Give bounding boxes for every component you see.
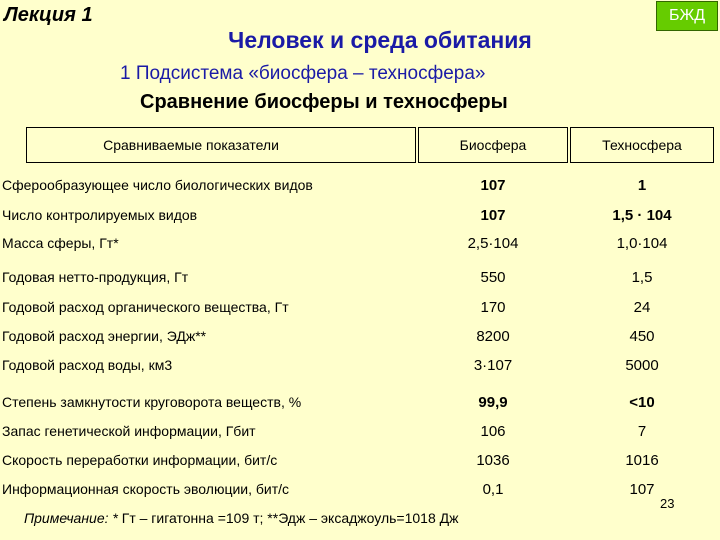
column-header-indicators: Сравниваемые показатели <box>26 127 416 163</box>
page-number: 23 <box>660 496 675 511</box>
row-label: Скорость переработки информации, бит/с <box>2 452 278 468</box>
row-label: Годовой расход воды, км3 <box>2 357 173 373</box>
biosphere-value: 3·107 <box>473 357 513 374</box>
biosphere-value: 170 <box>480 299 506 316</box>
row-label: Сферообразующее число биологических видов <box>2 177 313 193</box>
biosphere-value: 550 <box>480 269 506 286</box>
section-heading: Сравнение биосферы и техносферы <box>140 91 508 113</box>
row-label: Информационная скорость эволюции, бит/с <box>2 481 290 497</box>
lecture-label: Лекция 1 <box>4 4 93 26</box>
technosphere-value: 1 <box>637 177 647 194</box>
footnote: Примечание: * Гт – гигатонна =109 т; **Эдж – эксаджоуль=1018 Дж <box>24 510 459 526</box>
biosphere-value: 8200 <box>476 328 510 345</box>
column-header-biosphere: Биосфера <box>418 127 568 163</box>
technosphere-value: <10 <box>629 394 655 411</box>
row-label: Запас генетической информации, Гбит <box>2 423 256 439</box>
technosphere-value: 7 <box>637 423 647 440</box>
technosphere-value: 1,5 · 104 <box>612 207 672 224</box>
row-label: Годовой расход органического вещества, Гт <box>2 299 289 315</box>
biosphere-value: 1036 <box>476 452 510 469</box>
table-header <box>0 127 716 163</box>
technosphere-value: 450 <box>629 328 655 345</box>
technosphere-value: 1,5 <box>631 269 653 286</box>
biosphere-value: 106 <box>480 423 506 440</box>
course-badge: БЖД <box>656 1 718 31</box>
technosphere-value: 1,0·104 <box>616 235 668 252</box>
technosphere-value: 1016 <box>625 452 659 469</box>
biosphere-value: 107 <box>480 207 506 224</box>
row-label: Масса сферы, Гт* <box>2 235 119 251</box>
row-label: Годовой расход энергии, ЭДж** <box>2 328 207 344</box>
comparison-table <box>0 127 716 498</box>
technosphere-value: 107 <box>629 481 655 498</box>
row-label: Годовая нетто-продукция, Гт <box>2 269 189 285</box>
biosphere-value: 2,5·104 <box>467 235 519 252</box>
biosphere-value: 0,1 <box>482 481 504 498</box>
biosphere-value: 107 <box>480 177 506 194</box>
row-label: Степень замкнутости круговорота веществ, % <box>2 394 302 410</box>
technosphere-value: 24 <box>633 299 651 316</box>
row-label: Число контролируемых видов <box>2 207 198 223</box>
page-subtitle: 1 Подсистема «биосфера – техносфера» <box>120 63 486 84</box>
biosphere-value: 99,9 <box>478 394 508 411</box>
page-title: Человек и среда обитания <box>228 27 532 53</box>
column-header-technosphere: Техносфера <box>570 127 714 163</box>
technosphere-value: 5000 <box>625 357 659 374</box>
